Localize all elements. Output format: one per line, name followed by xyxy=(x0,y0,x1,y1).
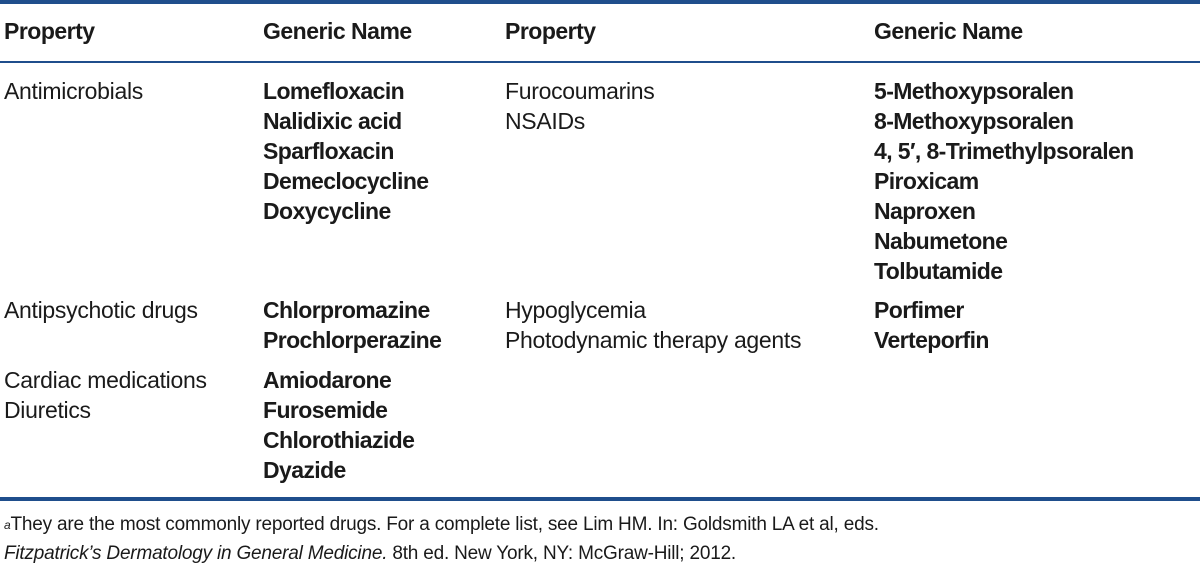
drug-name: Lomefloxacin xyxy=(263,78,405,104)
header-property-2: Property xyxy=(505,18,596,44)
property-text: NSAIDs xyxy=(505,108,585,134)
drug-name: Demeclocycline xyxy=(263,168,429,194)
drug-name: Dyazide xyxy=(263,457,346,483)
row3-property-left xyxy=(4,365,207,425)
row2-property-left xyxy=(4,295,198,325)
drug-name: 8-Methoxypsoralen xyxy=(874,108,1074,134)
header-property-1: Property xyxy=(4,18,95,44)
bottom-rule xyxy=(0,497,1200,501)
drug-name: Tolbutamide xyxy=(874,258,1003,284)
row2-property-right xyxy=(505,295,801,355)
property-text: Hypoglycemia xyxy=(505,297,646,323)
book-title: Fitzpatrick’s Dermatology in General Medicine. xyxy=(4,543,388,564)
property-text: Cardiac medications xyxy=(4,367,207,393)
property-text: Diuretics xyxy=(4,397,91,423)
header-generic-name-1: Generic Name xyxy=(263,18,412,44)
top-rule xyxy=(0,0,1200,4)
row1-generic-right xyxy=(874,76,1134,286)
footnote-citation: 8th ed. New York, NY: McGraw-Hill; 2012. xyxy=(387,543,737,564)
row2-generic-right xyxy=(874,295,989,355)
drug-name: Prochlorperazine xyxy=(263,327,442,353)
drug-name: Porfimer xyxy=(874,297,964,323)
header-rule xyxy=(0,61,1200,63)
header-generic-name-2: Generic Name xyxy=(874,18,1023,44)
drug-name: 5-Methoxypsoralen xyxy=(874,78,1074,104)
row1-property-right xyxy=(505,76,655,136)
drug-name: Nabumetone xyxy=(874,228,1008,254)
property-text: Photodynamic therapy agents xyxy=(505,327,802,353)
drug-name: Chlorpromazine xyxy=(263,297,430,323)
drug-name: 4, 5′, 8-Trimethylpsoralen xyxy=(874,138,1134,164)
drug-name: Doxycycline xyxy=(263,198,391,224)
drug-name: Sparfloxacin xyxy=(263,138,394,164)
property-text: Antipsychotic drugs xyxy=(4,297,198,323)
drug-name: Naproxen xyxy=(874,198,976,224)
drug-name: Verteporfin xyxy=(874,327,989,353)
property-text: Antimicrobials xyxy=(4,78,143,104)
row2-generic-left xyxy=(263,295,441,355)
row1-property-left xyxy=(4,76,143,106)
footnote-marker: a xyxy=(4,518,11,532)
property-text: Furocoumarins xyxy=(505,78,655,104)
row1-generic-left xyxy=(263,76,428,226)
row3-generic-left xyxy=(263,365,414,485)
footnote-line-2 xyxy=(4,539,879,568)
drug-name: Chlorothiazide xyxy=(263,427,415,453)
drug-name: Nalidixic acid xyxy=(263,108,402,134)
drug-name: Amiodarone xyxy=(263,367,392,393)
footnote-text: They are the most commonly reported drugs. For a complete list, see Lim HM. In: Goldsmith LA et al, eds. xyxy=(10,514,879,535)
drug-name: Piroxicam xyxy=(874,168,979,194)
footnote xyxy=(4,510,879,568)
footnote-line-1 xyxy=(4,510,879,539)
drug-name: Furosemide xyxy=(263,397,388,423)
